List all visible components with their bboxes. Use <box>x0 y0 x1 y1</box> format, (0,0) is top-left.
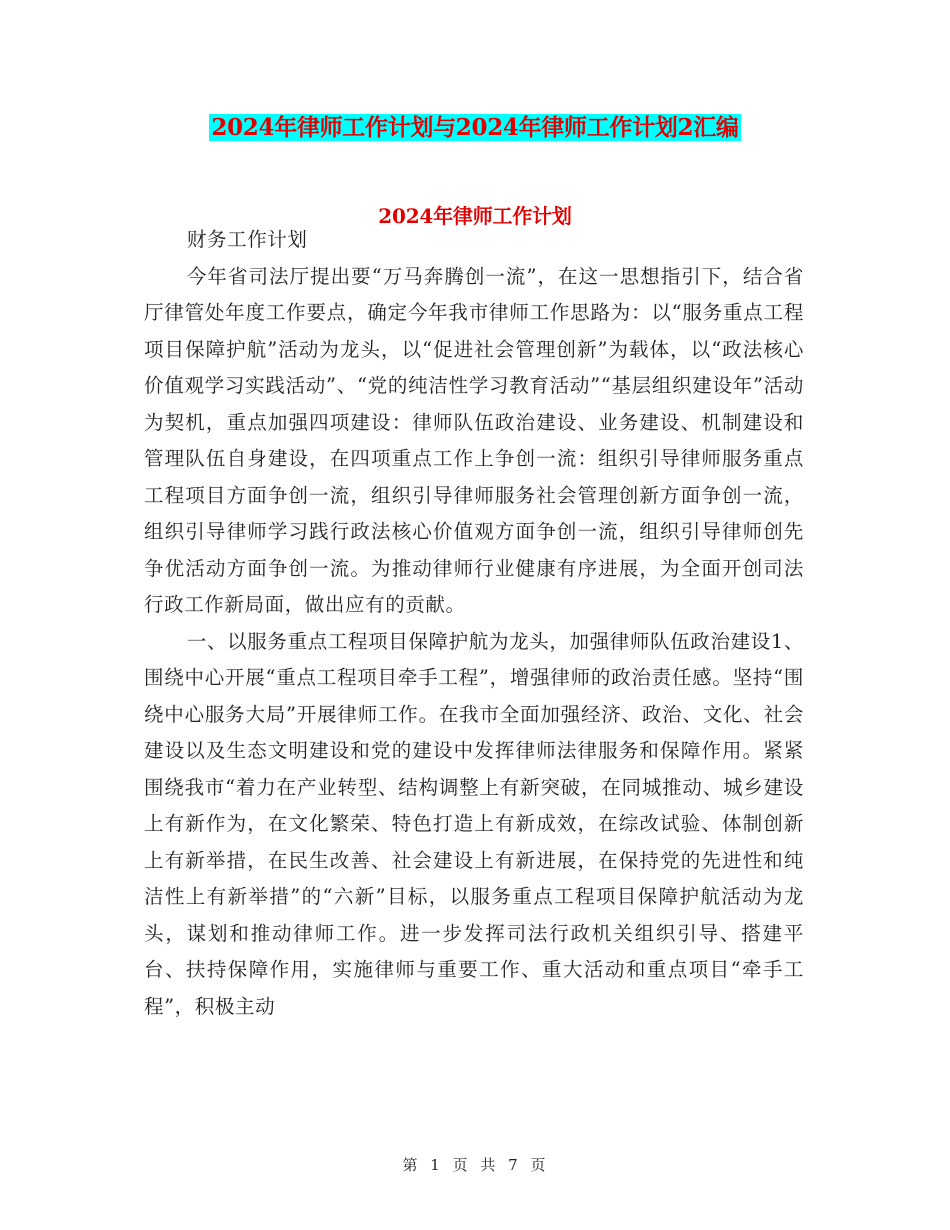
paragraph-intro: 今年省司法厅提出要“万马奔腾创一流”，在这一思想指引下，结合省厅律管处年度工作要点，确定今年我市律师工作思路为：以“服务重点工程项目保障护航”活动为龙头，以“促进社会管理创新”为载体，以“政法核心价值观学习实践活动”、“党的纯洁性学习教育活动”“基层组织建设年”活动为契机，重点加强四项建设：律师队伍政治建设、业务建设、机制建设和管理队伍自身建设，在四项重点工作上争创一流：组织引导律师服务重点工程项目方面争创一流，组织引导律师服务社会管理创新方面争创一流，组织引导律师学习践行政法核心价值观方面争创一流，组织引导律师创先争优活动方面争创一流。为推动律师行业健康有序进展，为全面开创司法行政工作新局面，做出应有的贡献。 <box>144 264 804 616</box>
document-sub-title: 2024年律师工作计划 <box>378 204 572 228</box>
main-title-highlight: 2024年律师工作计划与2024年律师工作计划2汇编 <box>211 114 739 141</box>
paragraph-section-label: 财务工作计划 <box>186 228 308 251</box>
paragraph-section-one: 一、以服务重点工程项目保障护航为龙头，加强律师队伍政治建设1、围绕中心开展“重点工程项目牵手工程”，增强律师的政治责任感。坚持“围绕中心服务大局”开展律师工作。在我市全面加强经济、政治、文化、社会建设以及生态文明建设和党的建设中发挥律师法律服务和保障作用。紧紧围绕我市“着力在产业转型、结构调整上有新突破，在同城推动、城乡建设上有新作为，在文化繁荣、特色打造上有新成效，在综改试验、体制创新上有新举措，在民生改善、社会建设上有新进展，在保持党的先进性和纯洁性上有新举措”的“六新”目标，以服务重点工程项目保障护航活动为龙头，谋划和推动律师工作。进一步发挥司法行政机关组织引导、搭建平台、扶持保障作用，实施律师与重要工作、重大活动和重点项目“牵手工程”，积极主动 <box>144 629 804 1018</box>
page-number-footer: 第 1 页 共 7 页 <box>402 1156 548 1174</box>
document-body <box>144 222 804 1025</box>
document-main-title <box>0 108 950 148</box>
